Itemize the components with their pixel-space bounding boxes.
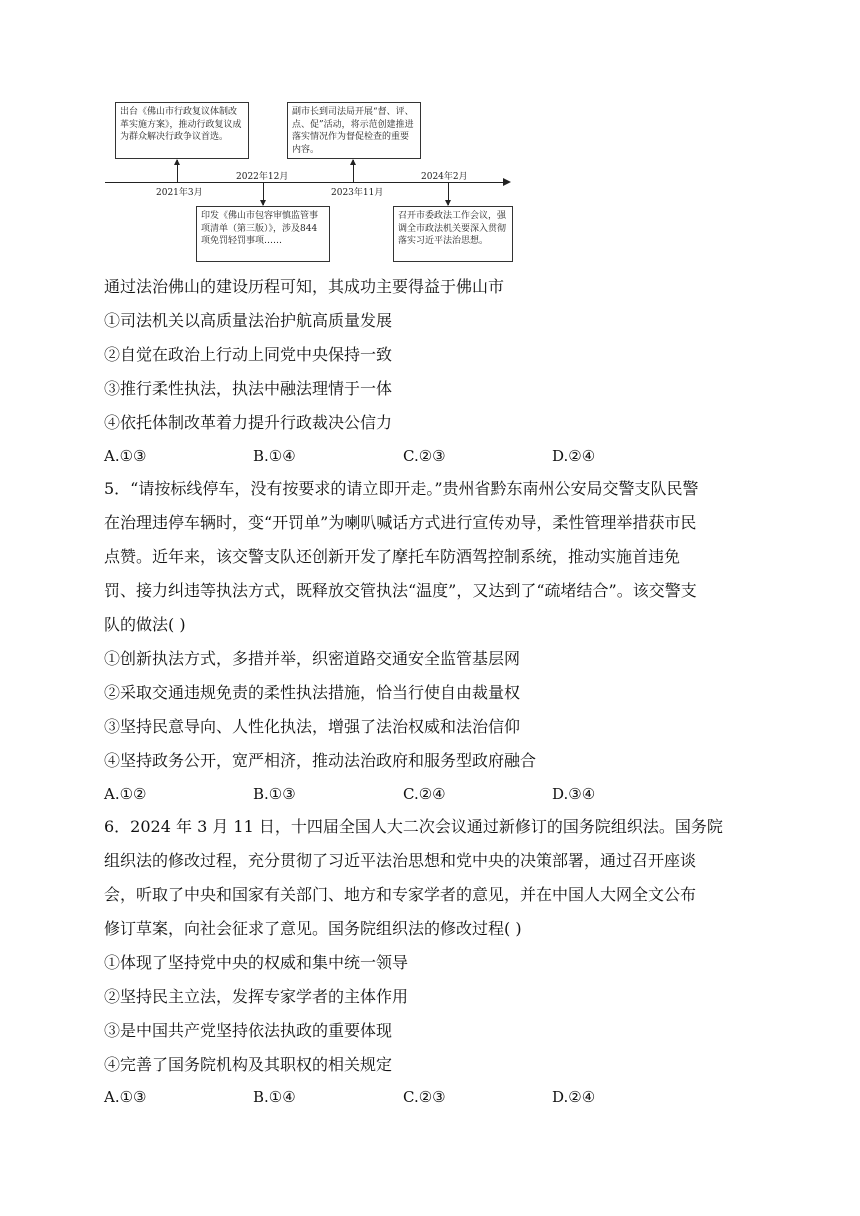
question-4-item: ②自觉在政治上行动上同党中央保持一致 [104, 345, 393, 364]
answer-option[interactable]: A.①③ [104, 1088, 147, 1106]
question-5-item: ④坚持政务公开，宽严相济，推动法治政府和服务型政府融合 [104, 751, 537, 770]
timeline-axis [105, 182, 505, 183]
timeline-date: 2021年3月 [156, 188, 203, 198]
timeline-arrow [503, 178, 511, 186]
answer-option[interactable]: D.③④ [552, 785, 596, 803]
answer-option[interactable]: C.②③ [403, 447, 446, 465]
answer-option[interactable]: C.②③ [403, 1088, 446, 1106]
timeline-event-box: 召开市委政法工作会议，强调全市政法机关要深入贯彻落实习近平法治思想。 [393, 206, 513, 262]
question-6-item: ③是中国共产党坚持依法执政的重要体现 [104, 1021, 393, 1040]
question-5-stem: 点赞。近年来，该交警支队还创新开发了摩托车防酒驾控制系统，推动实施首违免 [104, 547, 681, 566]
question-6-stem: 6．2024 年 3 月 11 日，十四届全国人大二次会议通过新修订的国务院组织法。国务院 [104, 817, 723, 836]
answer-option[interactable]: A.①② [104, 785, 147, 803]
question-4-item: ③推行柔性执法，执法中融法理情于一体 [104, 379, 393, 398]
answer-option[interactable]: B.①④ [253, 447, 296, 465]
question-6-stem: 修订草案，向社会征求了意见。国务院组织法的修改过程( ) [104, 919, 522, 938]
question-6-stem: 会，听取了中央和国家有关部门、地方和专家学者的意见，并在中国人大网全文公布 [104, 885, 697, 904]
question-4-item: ①司法机关以高质量法治护航高质量发展 [104, 311, 393, 330]
question-6-item: ①体现了坚持党中央的权威和集中统一领导 [104, 953, 409, 972]
question-4-item: ④依托体制改革着力提升行政裁决公信力 [104, 413, 393, 432]
question-6-stem: 组织法的修改过程，充分贯彻了习近平法治思想和党中央的决策部署，通过召开座谈 [104, 851, 697, 870]
answer-option[interactable]: D.②④ [552, 1088, 596, 1106]
timeline-event-box: 出台《佛山市行政复议体制改革实施方案》，推动行政复议成为群众解决行政争议首选。 [115, 102, 249, 159]
answer-option[interactable]: A.①③ [104, 447, 147, 465]
answer-option[interactable]: D.②④ [552, 447, 596, 465]
timeline-connector [263, 183, 264, 205]
timeline-connector [353, 160, 354, 182]
timeline-date: 2023年11月 [331, 188, 384, 198]
timeline-date: 2022年12月 [236, 172, 289, 182]
question-5-stem: 罚、接力纠违等执法方式，既释放交管执法“温度”，又达到了“疏堵结合”。该交警支 [104, 581, 697, 600]
question-5-stem: 5．“请按标线停车，没有按要求的请立即开走。”贵州省黔东南州公安局交警支队民警 [104, 479, 699, 498]
timeline-connector [448, 183, 449, 205]
question-6-item: ②坚持民主立法，发挥专家学者的主体作用 [104, 987, 409, 1006]
answer-option[interactable]: B.①④ [253, 1088, 296, 1106]
answer-option[interactable]: B.①③ [253, 785, 296, 803]
timeline-event-box: 印发《佛山市包容审慎监管事项清单（第三版）》，涉及844项免罚轻罚事项…… [196, 206, 330, 262]
question-5-item: ②采取交通违规免责的柔性执法措施，恰当行使自由裁量权 [104, 683, 521, 702]
timeline-event-box: 副市长到司法局开展“督、评、点、促”活动，将示范创建推进落实情况作为督促检查的重要内容。 [287, 102, 421, 159]
answer-option[interactable]: C.②④ [403, 785, 446, 803]
question-5-item: ③坚持民意导向、人性化执法，增强了法治权威和法治信仰 [104, 717, 521, 736]
timeline-connector [177, 160, 178, 182]
question-6-item: ④完善了国务院机构及其职权的相关规定 [104, 1055, 393, 1074]
question-5-stem: 在治理违停车辆时，变“开罚单”为喇叭喊话方式进行宣传劝导，柔性管理举措获市民 [104, 513, 697, 532]
question-5-stem: 队的做法( ) [104, 615, 186, 634]
timeline-date: 2024年2月 [421, 172, 468, 182]
question-5-item: ①创新执法方式，多措并举，织密道路交通安全监管基层网 [104, 649, 521, 668]
timeline-figure [100, 100, 520, 265]
question-4-stem: 通过法治佛山的建设历程可知，其成功主要得益于佛山市 [104, 277, 505, 296]
